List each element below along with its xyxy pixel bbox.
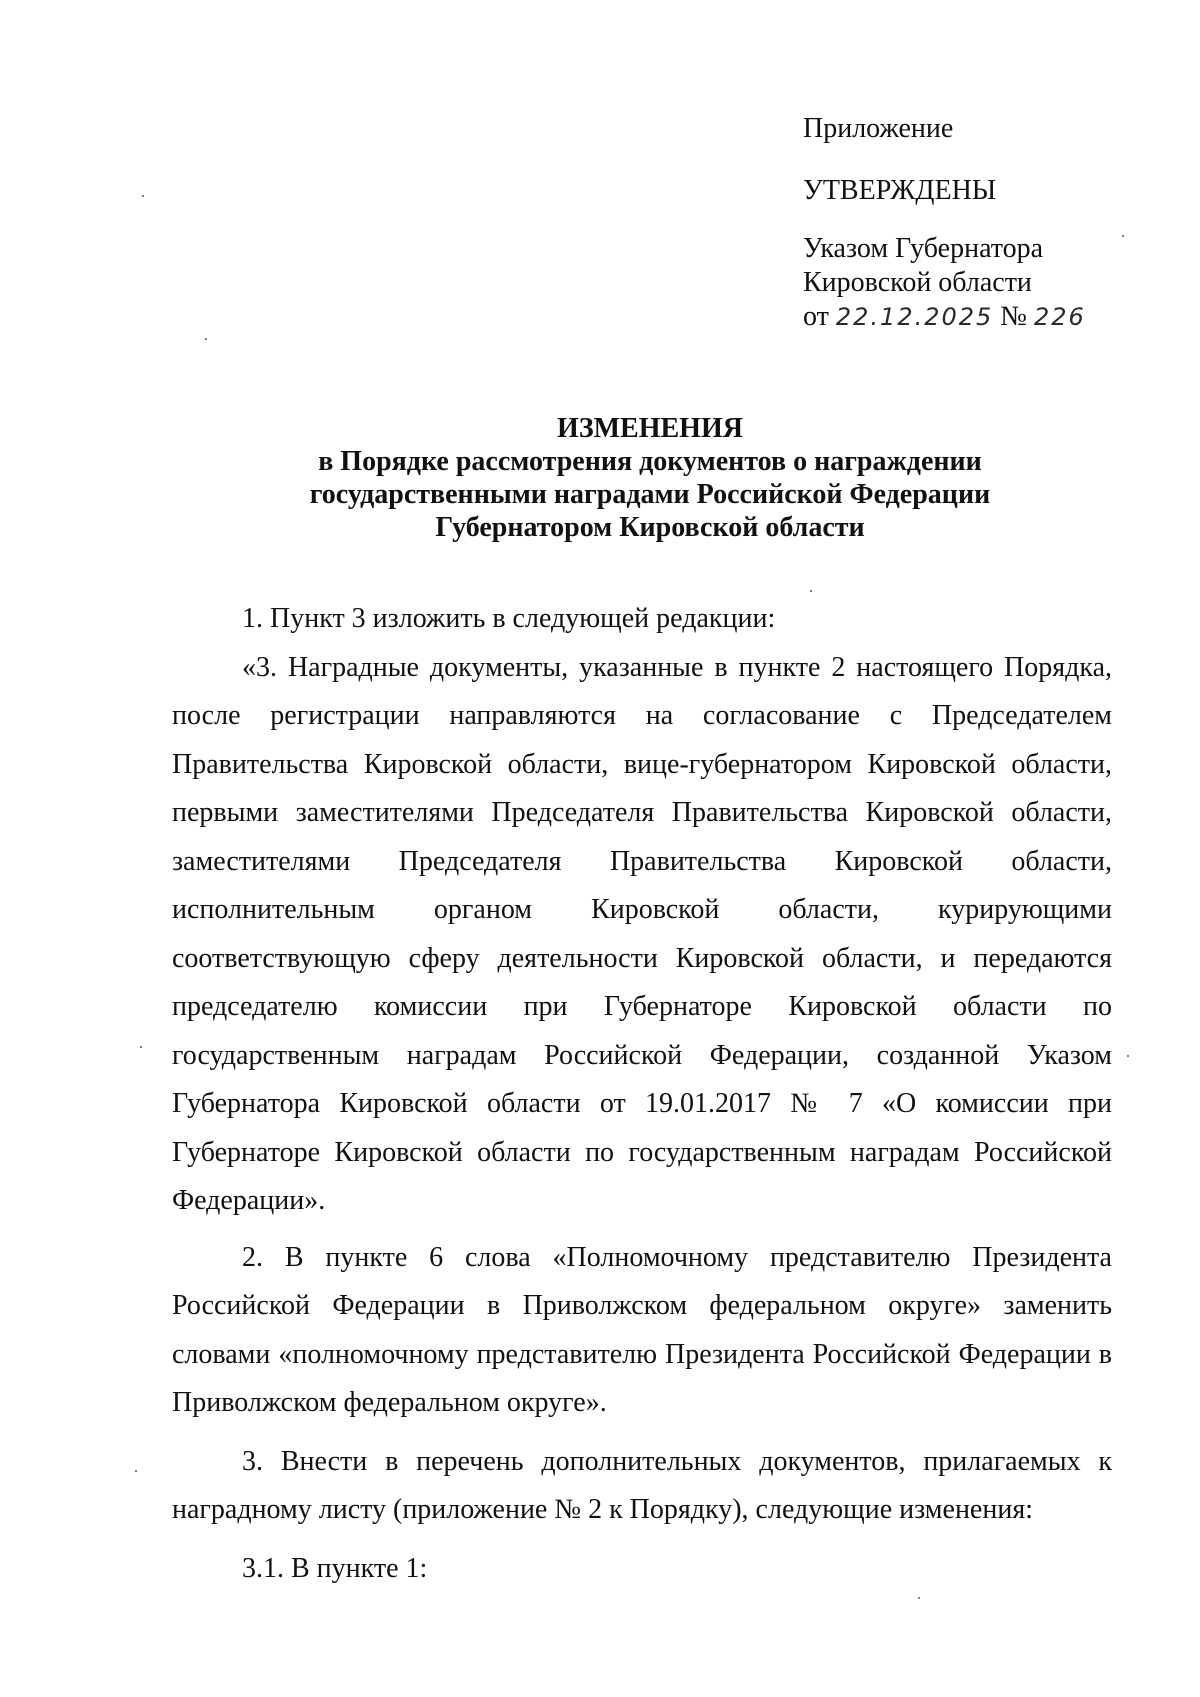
approval-block <box>803 112 1163 334</box>
handwritten-date: 22.12.2025 <box>835 303 994 331</box>
paragraph-4: 3. Внести в перечень дополнительных документов, прилагаемых к наградному листу (приложение № 2 к Порядку), следующие изменения: <box>172 1445 1112 1525</box>
paragraph-1: 1. Пункт 3 изложить в следующей редакции: <box>242 603 776 634</box>
appendix-label: Приложение <box>803 113 954 144</box>
paragraph-2: «3. Наградные документы, указанные в пункте 2 настоящего Порядка, после регистрации направляются на согласование с Председателем Правительства Кировской области, вице-губернатором Кировской области, первыми заместителями Председателя Правительства Кировской области, заместителями Председателя Правительства Кировской области, исполнительным органом Кировской области, курирующими соответствующую сферу деятельности Кировской области, и передаются председателю комиссии при Губернаторе Кировской области по государственным наградам Российской Федерации, созданной Указом Губернатора Кировской области от 19.01.2017 № 7 «О комиссии при Губернаторе Кировской области по государственным наградам Российской Федерации». <box>172 651 1112 1216</box>
approved-by-line-1: Указом Губернатора <box>803 233 1044 264</box>
scan-speck <box>140 1046 142 1048</box>
scan-speck <box>918 1597 920 1599</box>
document-heading: ИЗМЕНЕНИЯ <box>557 413 743 444</box>
document-title-block <box>130 412 1170 544</box>
title-line-2: государственными наградами Российской Федерации <box>309 479 991 510</box>
approved-label: УТВЕРЖДЕНЫ <box>803 175 997 206</box>
scan-speck <box>810 590 812 592</box>
scan-speck <box>135 1470 137 1472</box>
handwritten-number: 226 <box>1034 303 1086 331</box>
title-line-3: Губернатором Кировской области <box>435 512 865 543</box>
date-prefix: от <box>803 301 829 332</box>
paragraph-5: 3.1. В пункте 1: <box>242 1552 428 1584</box>
paragraph-3: 2. В пункте 6 слова «Полномочному представителю Президента Российской Федерации в Приволжском федеральном округе» заменить словами «полномочному представителю Президента Российской Федерации в Приволжском федеральном округе». <box>172 1241 1112 1418</box>
document-body <box>172 595 1112 1593</box>
scan-speck <box>205 338 207 340</box>
title-line-1: в Порядке рассмотрения документов о награждении <box>318 446 982 477</box>
scan-speck <box>142 195 144 197</box>
number-sign: № <box>1000 301 1028 332</box>
scan-speck <box>1122 235 1124 237</box>
approved-by-line-2: Кировской области <box>803 267 1032 298</box>
decree-date-line <box>803 300 1163 334</box>
scan-speck <box>1127 1055 1129 1057</box>
